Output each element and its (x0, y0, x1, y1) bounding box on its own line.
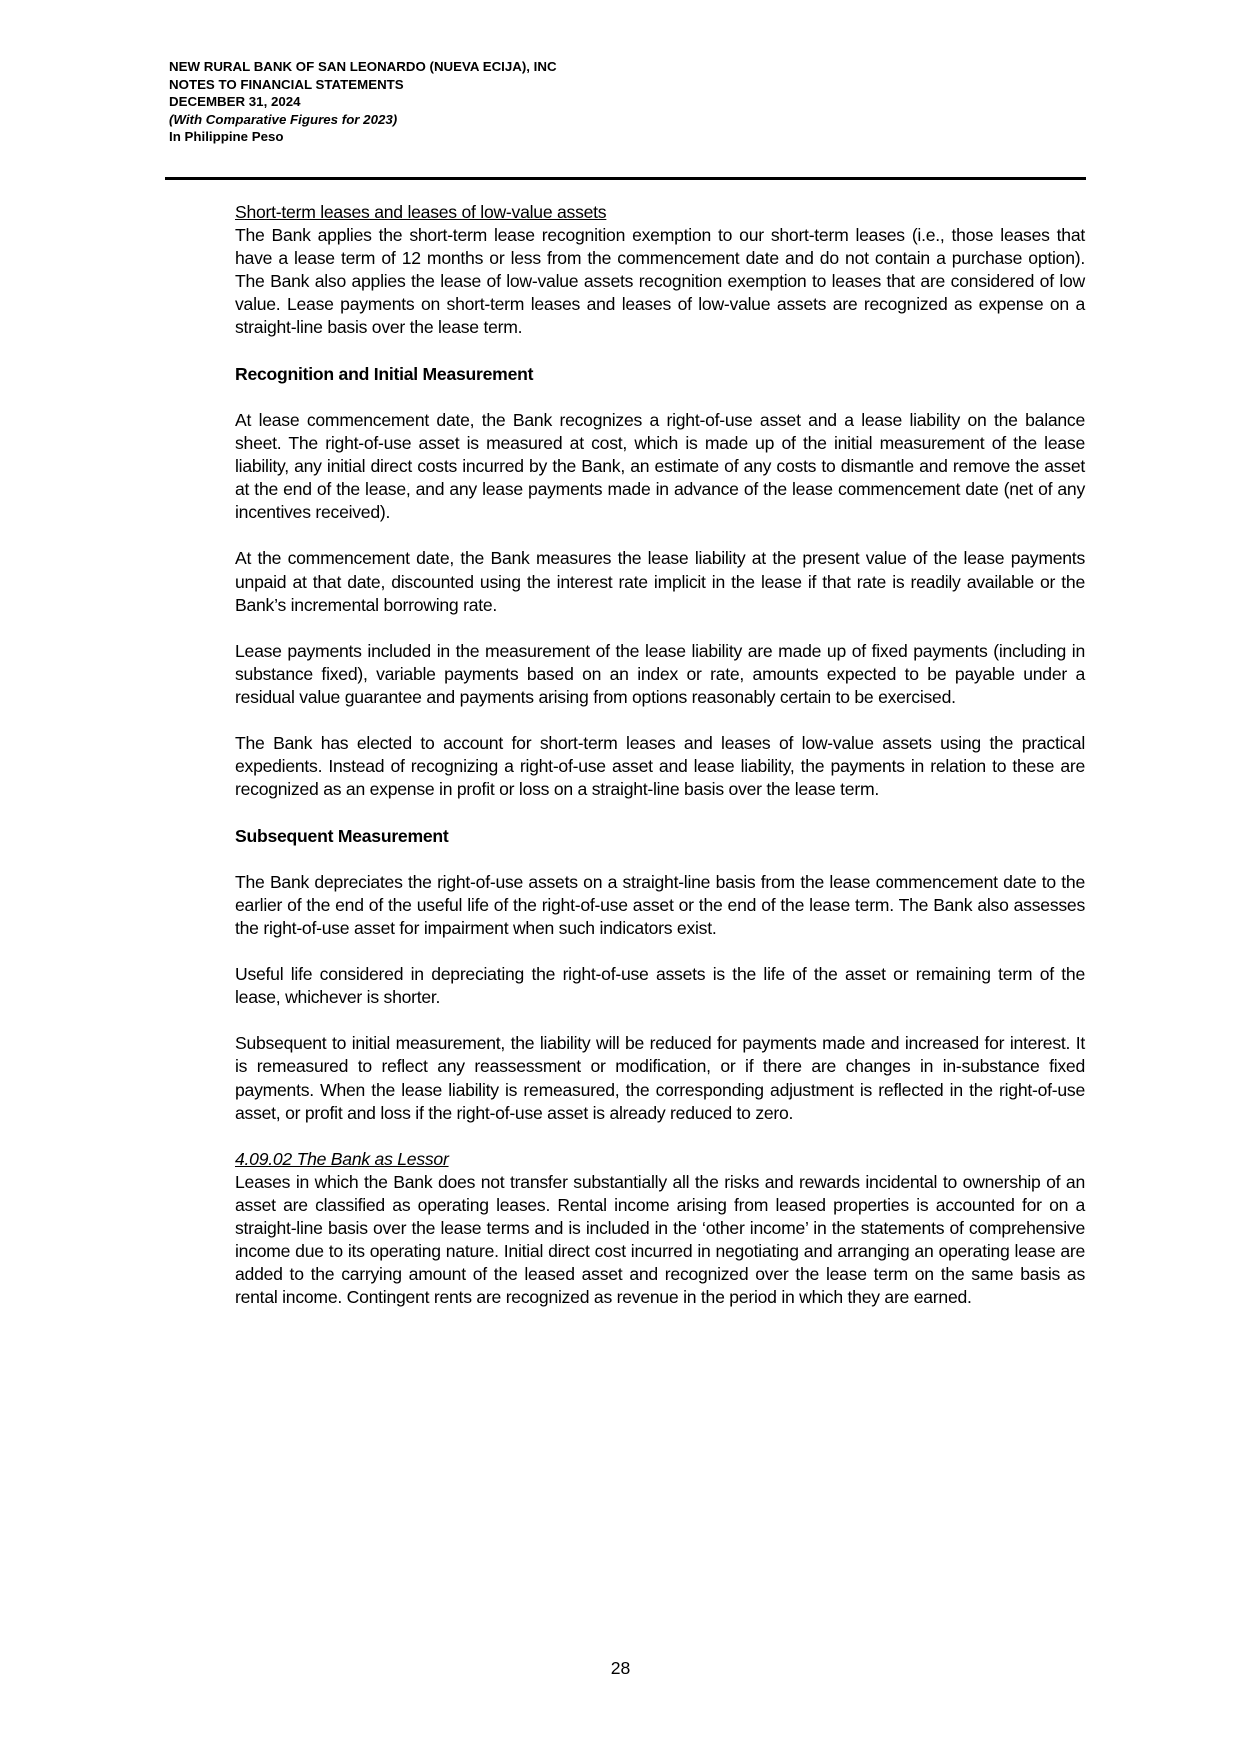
recognition-heading: Recognition and Initial Measurement (235, 363, 534, 384)
subsequent-paragraph-2: Useful life considered in depreciating the right-of-use assets is the life of the asset or remaining term of the lease, whichever is shorter. (235, 964, 1085, 1008)
short-term-heading: Short-term leases and leases of low-value assets (235, 202, 607, 222)
subsequent-paragraph-1: The Bank depreciates the right-of-use assets on a straight-line basis from the lease commencement date to the earlier of the end of the useful life of the right-of-use asset or the end of the lease term. The Bank also assesses the right-of-use asset for impairment when such indicators exist. (235, 871, 1085, 938)
document-header (169, 58, 557, 146)
lessor-heading: 4.09.02 The Bank as Lessor (235, 1148, 449, 1169)
lessor-paragraph: Leases in which the Bank does not transfer substantially all the risks and rewards incidental to ownership of an asset are classified as operating leases. Rental income arising from leased properties is accounted for on a straight-line basis over the lease terms and is included in the ‘other income’ in the statements of comprehensive income due to its operating nature. Initial direct cost incurred in negotiating and arranging an operating lease are added to the carrying amount of the leased asset and recognized over the lease term on the same basis as rental income. Contingent rents are recognized as revenue in the period in which they are earned. (235, 1171, 1085, 1308)
document-body (235, 201, 1085, 1310)
comparative-note: (With Comparative Figures for 2023) (169, 111, 398, 127)
short-term-paragraph: The Bank applies the short-term lease recognition exemption to our short-term leases (i.e., those leases that have a lease term of 12 months or less from the commencement date and do not contain a purchase option). The Bank also applies the lease of low-value assets recognition exemption to leases that are considered of low value. Lease payments on short-term leases and leases of low-value assets are recognized as expense on a straight-line basis over the lease term. (235, 225, 1085, 338)
statement-date: DECEMBER 31, 2024 (169, 94, 301, 109)
recognition-paragraph-3: Lease payments included in the measurement of the lease liability are made up of fixed payments (including in substance fixed), variable payments based on an index or rate, amounts expected to be payable under a residual value guarantee and payments arising from options reasonably certain to be exercised. (235, 640, 1085, 707)
currency-note: In Philippine Peso (169, 129, 284, 144)
subsequent-paragraph-3: Subsequent to initial measurement, the liability will be reduced for payments made and increased for interest. It is remeasured to reflect any reassessment or modification, or if there are changes in in-substance fixed payments. When the lease liability is remeasured, the corresponding adjustment is reflected in the right-of-use asset, or profit and loss if the right-of-use asset is already reduced to zero. (235, 1033, 1085, 1123)
header-divider (165, 177, 1086, 180)
page-number: 28 (610, 1658, 631, 1678)
statement-title: NOTES TO FINANCIAL STATEMENTS (169, 76, 404, 92)
company-name: NEW RURAL BANK OF SAN LEONARDO (NUEVA ECIJA), INC (169, 59, 557, 74)
recognition-paragraph-2: At the commencement date, the Bank measures the lease liability at the present value of the lease payments unpaid at that date, discounted using the interest rate implicit in the lease if that rate is readily available or the Bank’s incremental borrowing rate. (235, 548, 1085, 615)
subsequent-heading: Subsequent Measurement (235, 825, 449, 846)
recognition-paragraph-1: At lease commencement date, the Bank recognizes a right-of-use asset and a lease liability on the balance sheet. The right-of-use asset is measured at cost, which is made up of the initial measurement of the lease liability, any initial direct costs incurred by the Bank, an estimate of any costs to dismantle and remove the asset at the end of the lease, and any lease payments made in advance of the lease commencement date (net of any incentives received). (235, 409, 1085, 523)
recognition-paragraph-4: The Bank has elected to account for short-term leases and leases of low-value assets using the practical expedients. Instead of recognizing a right-of-use asset and lease liability, the payments in relation to these are recognized as an expense in profit or loss on a straight-line basis over the lease term. (235, 733, 1085, 800)
